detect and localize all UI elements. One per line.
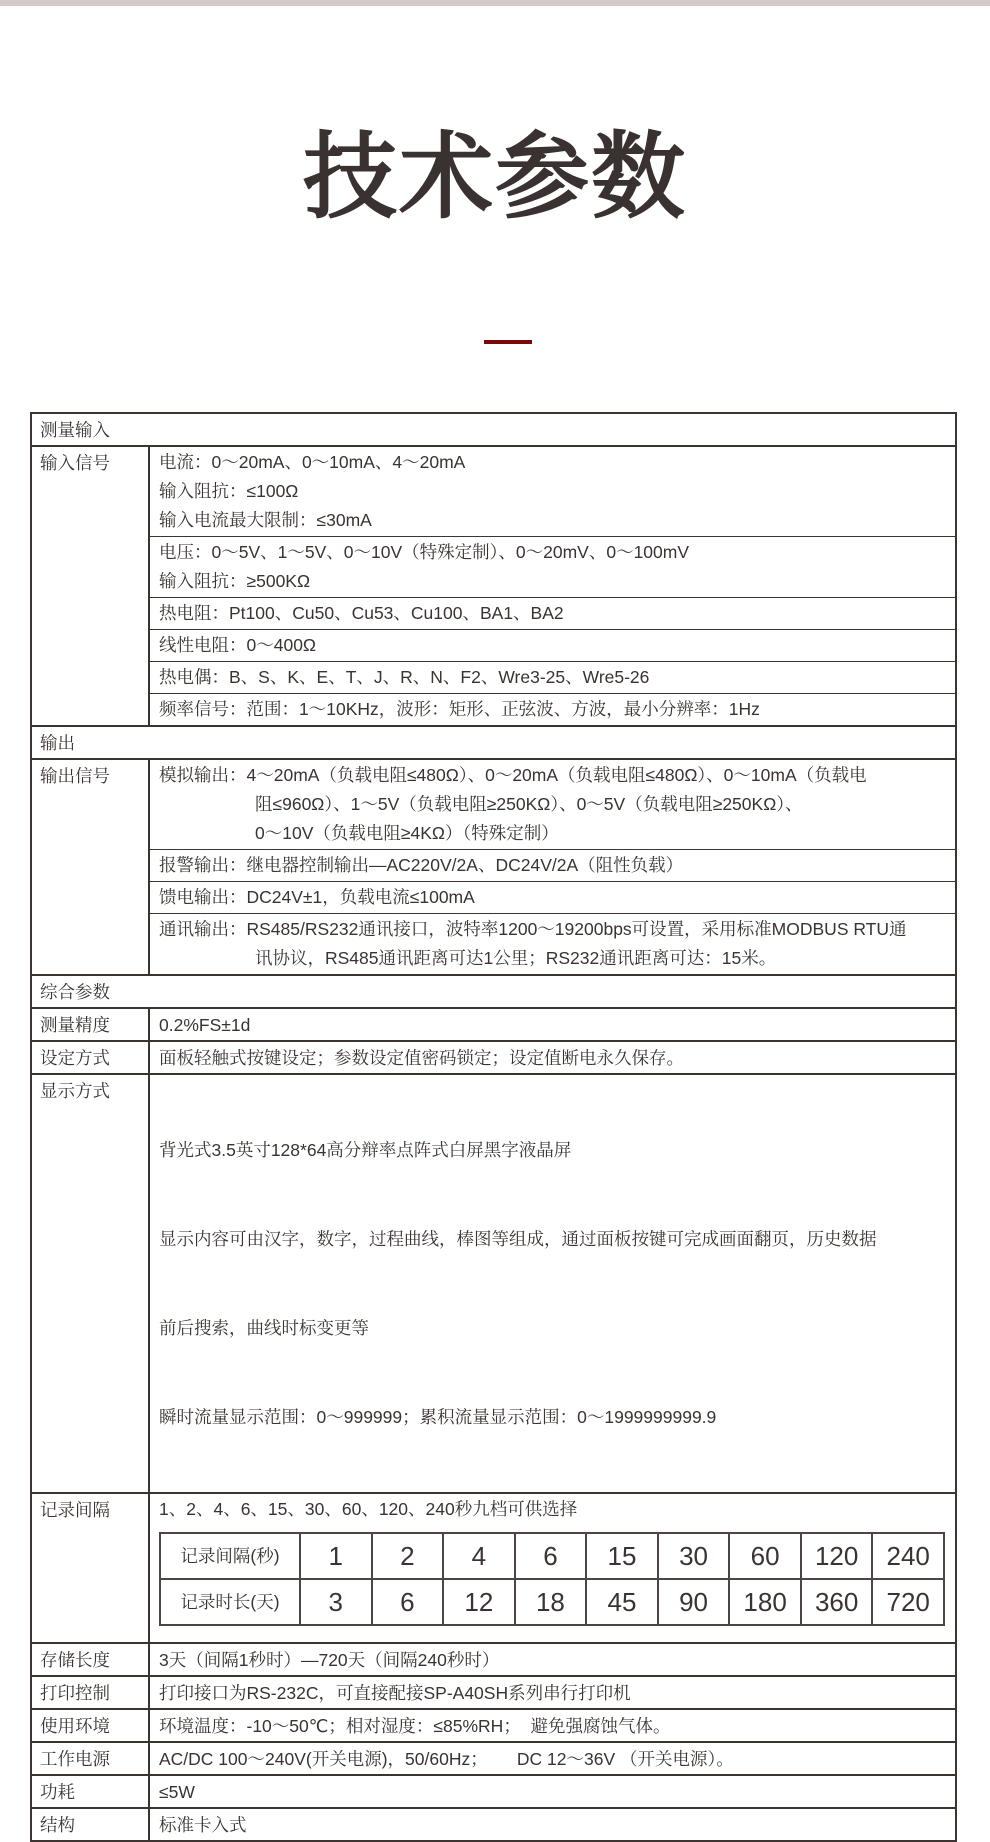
record-interval-table xyxy=(159,1532,945,1626)
spec-line: 前后搜索，曲线时标变更等 xyxy=(159,1318,369,1338)
record-table-value: 15 xyxy=(585,1534,657,1578)
record-table-value: 240 xyxy=(871,1534,943,1578)
row-label-setting-method: 设定方式 xyxy=(32,1042,150,1073)
record-table-value: 180 xyxy=(728,1578,800,1624)
spec-line: 显示内容可由汉字，数字，过程曲线，棒图等组成，通过面板按键可完成画面翻页，历史数据 xyxy=(159,1229,877,1249)
input-signal-content xyxy=(150,447,955,725)
row-label-input-signal: 输入信号 xyxy=(32,447,150,725)
row-print-control xyxy=(32,1675,955,1708)
row-value-environment: 环境温度：-10～50℃；相对湿度：≤85%RH； 避免强腐蚀气体。 xyxy=(159,1716,671,1736)
spec-line: 线性电阻：0～400Ω xyxy=(159,635,317,655)
row-power-supply xyxy=(32,1741,955,1774)
spec-line: 电流：0～20mA、0～10mA、4～20mA xyxy=(159,452,466,472)
section-header-general: 综合参数 xyxy=(32,974,955,1007)
row-environment xyxy=(32,1708,955,1741)
row-label-output-signal: 输出信号 xyxy=(32,760,150,974)
cell-feed-output xyxy=(150,881,955,913)
spec-line: 频率信号：范围：1～10KHz，波形：矩形、正弦波、方波，最小分辨率：1Hz xyxy=(159,699,760,719)
spec-line: 讯协议，RS485通讯距离可达1公里；RS232通讯距离可达：15米。 xyxy=(255,948,777,968)
spec-line: 馈电输出：DC24V±1，负载电流≤100mA xyxy=(159,887,475,907)
record-table-value: 720 xyxy=(871,1578,943,1624)
spec-table xyxy=(30,412,957,1842)
row-label-accuracy: 测量精度 xyxy=(32,1009,150,1040)
row-label-power-consumption: 功耗 xyxy=(32,1776,150,1807)
row-accuracy xyxy=(32,1007,955,1040)
cell-thermocouple xyxy=(150,661,955,693)
row-display-mode xyxy=(32,1073,955,1492)
spec-line: 报警输出：继电器控制输出—AC220V/2A、DC24V/2A（阻性负载） xyxy=(159,855,684,875)
record-table-row1-label: 记录间隔(秒) xyxy=(180,1546,280,1566)
display-mode-content xyxy=(150,1075,955,1492)
row-value-power-supply: AC/DC 100～240V(开关电源)，50/60Hz； DC 12～36V （开关电源）。 xyxy=(159,1749,734,1769)
row-value-setting-method: 面板轻触式按键设定；参数设定值密码锁定；设定值断电永久保存。 xyxy=(159,1048,684,1068)
record-table-value: 4 xyxy=(442,1534,514,1578)
row-value-power-consumption: ≤5W xyxy=(159,1782,195,1802)
cell-comm-output xyxy=(150,913,955,974)
cell-rtd xyxy=(150,597,955,629)
record-table-value: 60 xyxy=(728,1534,800,1578)
record-table-value: 90 xyxy=(657,1578,729,1624)
output-signal-content xyxy=(150,760,955,974)
row-label-record-interval: 记录间隔 xyxy=(32,1494,150,1642)
row-label-print-control: 打印控制 xyxy=(32,1677,150,1708)
spec-line: 热电偶：B、S、K、E、T、J、R、N、F2、Wre3-25、Wre5-26 xyxy=(159,667,650,687)
spec-line: 背光式3.5英寸128*64高分辩率点阵式白屏黑字液晶屏 xyxy=(159,1140,572,1160)
row-value-storage-length: 3天（间隔1秒时）—720天（间隔240秒时） xyxy=(159,1650,500,1670)
row-value-structure: 标准卡入式 xyxy=(159,1815,247,1835)
cell-alarm-output xyxy=(150,849,955,881)
cell-voltage xyxy=(150,536,955,597)
cell-analog-output xyxy=(150,760,955,849)
spec-line: 通讯输出：RS485/RS232通讯接口，波特率1200～19200bps可设置，采用标准MODBUS RTU通 xyxy=(159,919,907,939)
spec-line: 电压：0～5V、1～5V、0～10V（特殊定制）、0～20mV、0～100mV xyxy=(159,542,690,562)
cell-frequency-signal xyxy=(150,693,955,725)
section-header-measure-input: 测量输入 xyxy=(40,420,110,440)
row-output-signal xyxy=(32,758,955,974)
row-label-display-mode: 显示方式 xyxy=(32,1075,150,1492)
row-label-storage-length: 存储长度 xyxy=(32,1644,150,1675)
page-title: 技术参数 xyxy=(302,124,687,229)
row-setting-method xyxy=(32,1040,955,1073)
row-value-print-control: 打印接口为RS-232C，可直接配接SP-A40SH系列串行打印机 xyxy=(159,1683,631,1703)
spec-line: 输入电流最大限制：≤30mA xyxy=(159,510,372,530)
row-value-accuracy: 0.2%FS±1d xyxy=(159,1015,251,1035)
row-label-structure: 结构 xyxy=(32,1809,150,1840)
spec-line: 热电阻：Pt100、Cu50、Cu53、Cu100、BA1、BA2 xyxy=(159,603,564,623)
record-table-value: 2 xyxy=(371,1534,443,1578)
top-accent-bar xyxy=(0,0,990,6)
spec-line: 阻≤960Ω）、1～5V（负载电阻≥250KΩ）、0～5V（负载电阻≥250KΩ）、 xyxy=(255,794,803,814)
record-table-row2-label: 记录时长(天) xyxy=(161,1578,299,1624)
row-label-power-supply: 工作电源 xyxy=(32,1743,150,1774)
record-table-value: 3 xyxy=(299,1578,371,1624)
row-power-consumption xyxy=(32,1774,955,1807)
spec-line: 瞬时流量显示范围：0～999999；累积流量显示范围：0～1999999999.9 xyxy=(159,1407,717,1427)
row-label-environment: 使用环境 xyxy=(32,1710,150,1741)
record-table-value: 18 xyxy=(514,1578,586,1624)
record-interval-intro: 1、2、4、6、15、30、60、120、240秒九档可供选择 xyxy=(159,1499,578,1519)
record-table-value: 45 xyxy=(585,1578,657,1624)
spec-line: 输入阻抗：≤100Ω xyxy=(159,481,299,501)
cell-linear-resistance xyxy=(150,629,955,661)
record-table-value: 1 xyxy=(299,1534,371,1578)
row-structure xyxy=(32,1807,955,1840)
section-header-output: 输出 xyxy=(32,725,955,758)
record-table-value: 30 xyxy=(657,1534,729,1578)
record-interval-content xyxy=(150,1494,955,1642)
record-table-value: 120 xyxy=(800,1534,872,1578)
row-input-signal xyxy=(32,445,955,725)
record-table-value: 6 xyxy=(371,1578,443,1624)
spec-line: 0～10V（负载电阻≥4KΩ）（特殊定制） xyxy=(255,823,559,843)
title-underline-dash xyxy=(484,340,532,344)
row-record-interval xyxy=(32,1492,955,1642)
cell-current xyxy=(150,447,955,536)
spec-line: 输入阻抗：≥500KΩ xyxy=(159,571,311,591)
record-table-value: 6 xyxy=(514,1534,586,1578)
record-table-value: 12 xyxy=(442,1578,514,1624)
record-table-value: 360 xyxy=(800,1578,872,1624)
row-storage-length xyxy=(32,1642,955,1675)
spec-line: 模拟输出：4～20mA（负载电阻≤480Ω）、0～20mA（负载电阻≤480Ω）、0～10mA（负载电 xyxy=(159,765,867,785)
